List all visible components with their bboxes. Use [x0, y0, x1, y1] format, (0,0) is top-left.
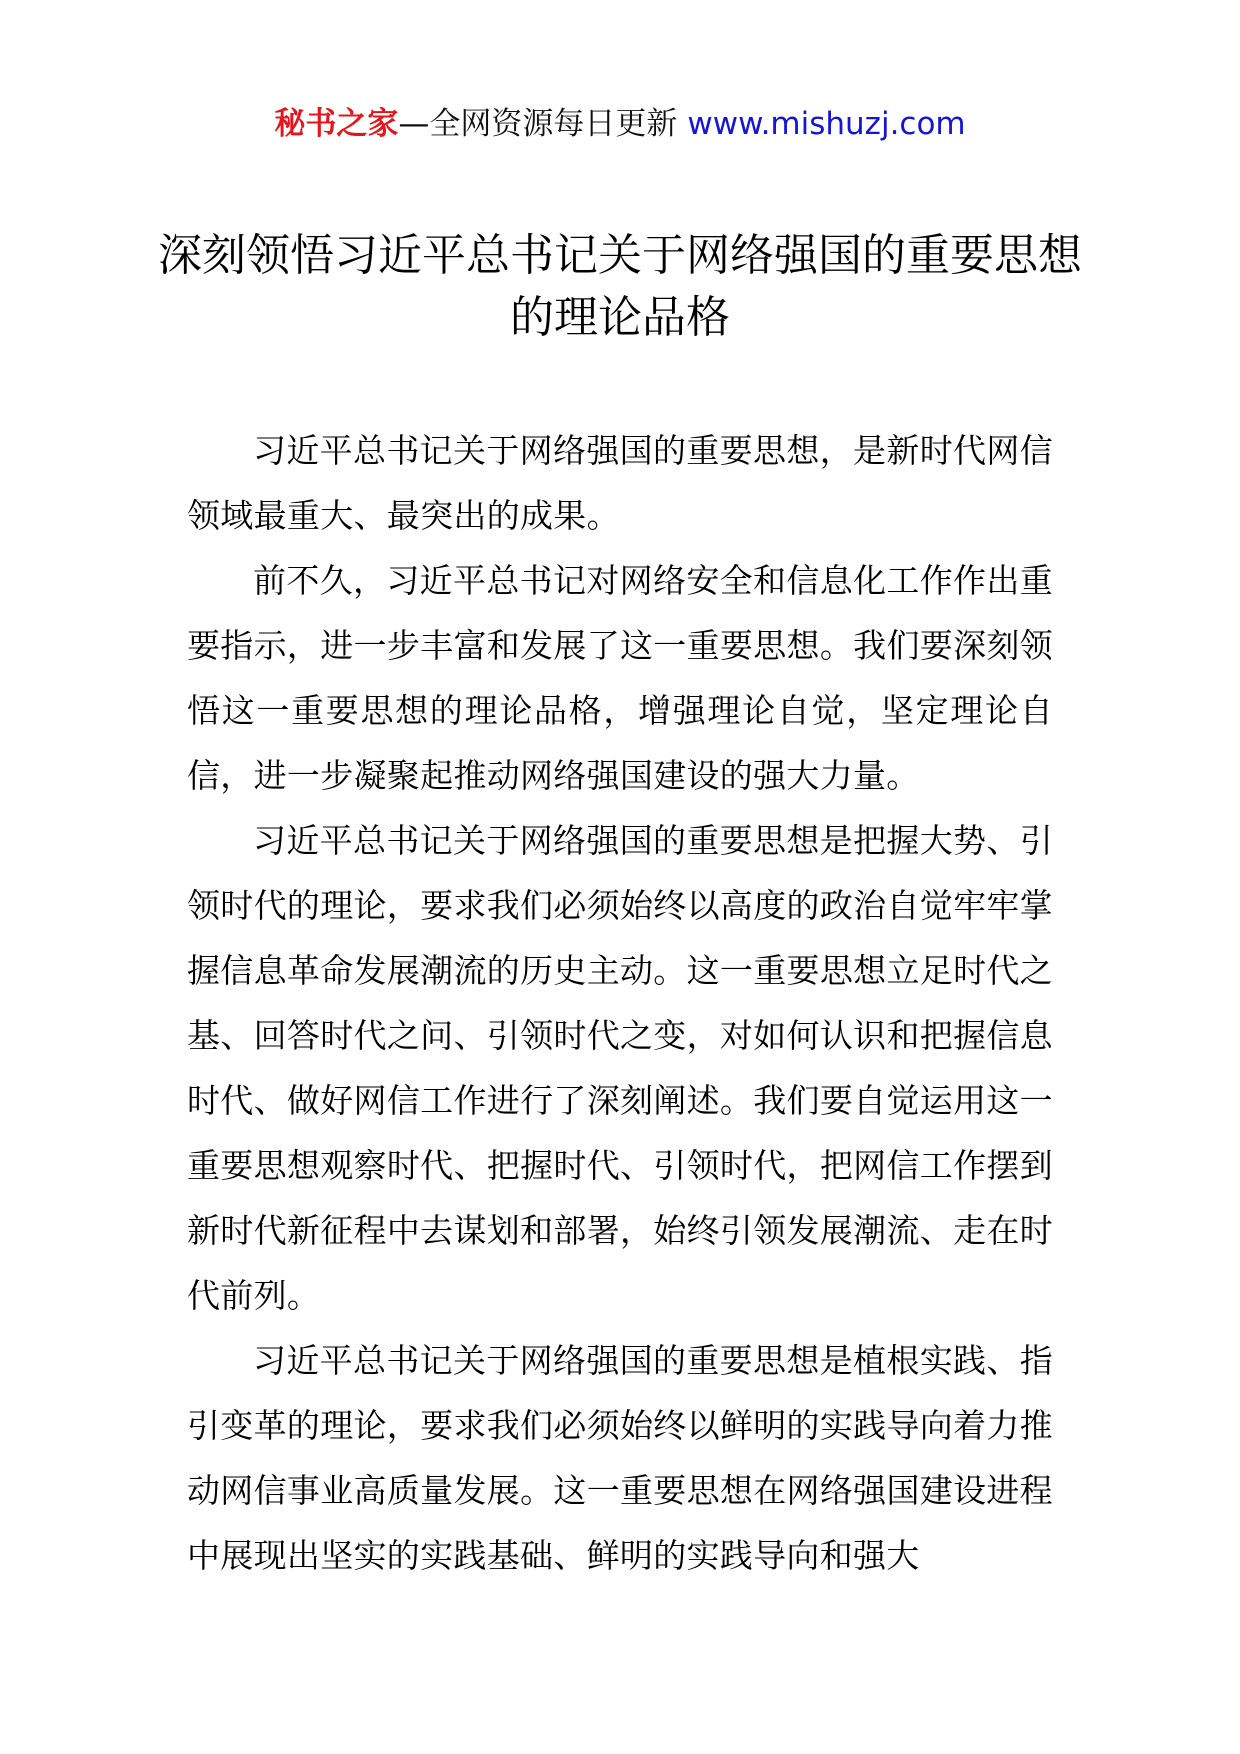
header-tagline: —全网资源每日更新 — [398, 106, 678, 142]
site-url-link[interactable]: www.mishuzj.com — [687, 106, 966, 142]
site-header — [0, 104, 1240, 144]
document-title: 深刻领悟习近平总书记关于网络强国的重要思想的理论品格 — [158, 230, 1082, 343]
document-body — [187, 418, 1053, 1588]
brand-name: 秘书之家 — [274, 106, 399, 142]
paragraph: 习近平总书记关于网络强国的重要思想是把握大势、引领时代的理论，要求我们必须始终以高度的政治自觉牢牢掌握信息革命发展潮流的历史主动。这一重要思想立足时代之基、回答时代之问、引领时代之变，对如何认识和把握信息时代、做好网信工作进行了深刻阐述。我们要自觉运用这一重要思想观察时代、把握时代、引领时代，把网信工作摆到新时代新征程中去谋划和部署，始终引领发展潮流、走在时代前列。 — [187, 821, 1053, 1315]
paragraph: 习近平总书记关于网络强国的重要思想是植根实践、指引变革的理论，要求我们必须始终以鲜明的实践导向着力推动网信事业高质量发展。这一重要思想在网络强国建设进程中展现出坚实的实践基础、鲜明的实践导向和强大 — [187, 1341, 1053, 1575]
paragraph: 前不久，习近平总书记对网络安全和信息化工作作出重要指示，进一步丰富和发展了这一重要思想。我们要深刻领悟这一重要思想的理论品格，增强理论自觉，坚定理论自信，进一步凝聚起推动网络强国建设的强大力量。 — [187, 561, 1053, 795]
paragraph: 习近平总书记关于网络强国的重要思想，是新时代网信领域最重大、最突出的成果。 — [187, 431, 1053, 535]
